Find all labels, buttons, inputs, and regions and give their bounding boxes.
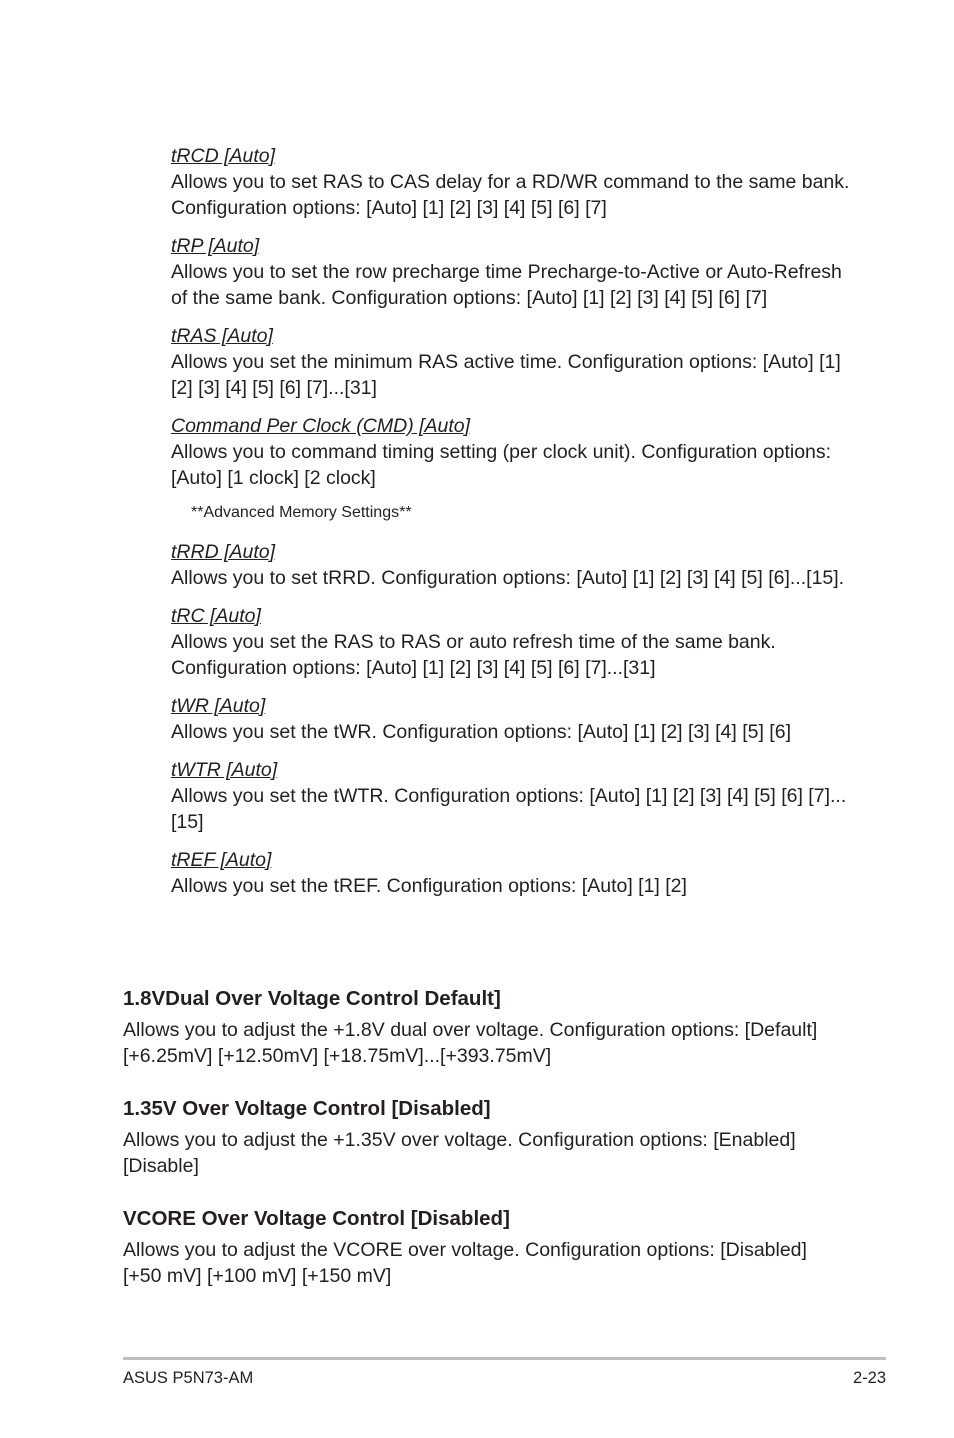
section-description: Allows you to adjust the +1.8V dual over voltage. Configuration options: [Default] [+6.25mV] [+12.50mV] [+18.75mV]...[+393.75mV] [123,1019,818,1067]
section-heading: 1.8VDual Over Voltage Control Default] [123,987,501,1010]
item-description: Allows you set the tWTR. Configuration options: [Auto] [1] [2] [3] [4] [5] [6] [7]...[15] [171,785,847,833]
item-title: tWTR [Auto] [171,759,278,781]
item-title: tRAS [Auto] [171,325,273,347]
item-title: tWR [Auto] [171,695,266,717]
item-title: tRRD [Auto] [171,541,276,563]
item-twtr [171,757,851,835]
item-trc [171,603,851,681]
item-description: Allows you to set RAS to CAS delay for a RD/WR command to the same bank. Configuration options: [Auto] [1] [2] [3] [4] [5] [6] [7] [171,171,850,219]
section-description: Allows you to adjust the VCORE over voltage. Configuration options: [Disabled] [+50 mV] [+100 mV] [+150 mV] [123,1239,807,1287]
footer-model-name: ASUS P5N73-AM [123,1369,254,1387]
item-title: tRCD [Auto] [171,145,276,167]
item-description: Allows you set the tREF. Configuration options: [Auto] [1] [2] [171,875,687,897]
section-1-8v-dual [123,985,843,1069]
item-description: Allows you to set the row precharge time Precharge-to-Active or Auto-Refresh of the same bank. Configuration options: [Auto] [1] [2] [3] [4] [5] [6] [7] [171,261,842,309]
item-trrd [171,539,851,591]
footer-page-number: 2-23 [852,1369,886,1387]
advanced-memory-settings-note: **Advanced Memory Settings** [191,504,412,521]
item-description: Allows you set the minimum RAS active time. Configuration options: [Auto] [1] [2] [3] [4] [5] [6] [7]...[31] [171,351,841,399]
item-title: Command Per Clock (CMD) [Auto] [171,415,471,437]
section-vcore [123,1205,843,1289]
item-trcd [171,143,851,221]
item-tras [171,323,851,401]
item-description: Allows you set the tWR. Configuration options: [Auto] [1] [2] [3] [4] [5] [6] [171,721,791,743]
item-trp [171,233,851,311]
section-heading: 1.35V Over Voltage Control [Disabled] [123,1097,491,1120]
section-description: Allows you to adjust the +1.35V over voltage. Configuration options: [Enabled] [Disable] [123,1129,796,1177]
section-heading: VCORE Over Voltage Control [Disabled] [123,1207,510,1230]
item-title: tRP [Auto] [171,235,260,257]
item-tref [171,847,851,899]
item-description: Allows you to command timing setting (per clock unit). Configuration options: [Auto] [1 clock] [2 clock] [171,441,832,489]
item-description: Allows you to set tRRD. Configuration options: [Auto] [1] [2] [3] [4] [5] [6]...[15]. [171,567,845,589]
item-twr [171,693,851,745]
footer-divider [123,1357,886,1360]
voltage-sections [123,985,843,1315]
item-description: Allows you set the RAS to RAS or auto refresh time of the same bank. Configuration options: [Auto] [1] [2] [3] [4] [5] [6] [7]...[31] [171,631,776,679]
item-title: tREF [Auto] [171,849,272,871]
section-1-35v [123,1095,843,1179]
item-title: tRC [Auto] [171,605,261,627]
bios-item-list [171,143,851,911]
item-command-per-clock [171,413,851,491]
